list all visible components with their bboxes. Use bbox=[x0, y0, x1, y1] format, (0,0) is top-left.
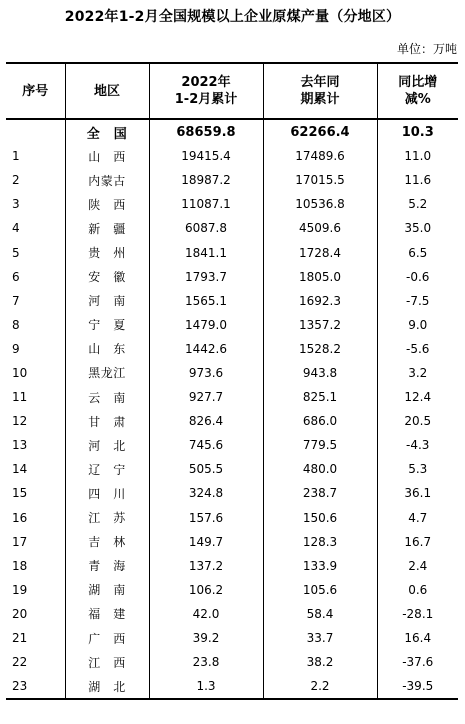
row-seq: 23 bbox=[6, 674, 65, 699]
row-previous: 686.0 bbox=[263, 409, 377, 433]
unit-label: 单位：万吨 bbox=[396, 42, 457, 56]
row-seq: 12 bbox=[12, 414, 28, 429]
row-seq: 22 bbox=[12, 655, 28, 670]
row-seq: 2 bbox=[12, 173, 20, 188]
row-previous: 105.6 bbox=[263, 578, 377, 602]
row-cumulative: 324.8 bbox=[149, 481, 263, 505]
row-yoy: 20.5 bbox=[377, 409, 458, 433]
table-row bbox=[6, 481, 458, 505]
row-previous: 17489.6 bbox=[263, 144, 377, 168]
row-cumulative: 19415.4 bbox=[149, 144, 263, 168]
header-seq: 序号 bbox=[6, 63, 65, 119]
row-cumulative: 106.2 bbox=[149, 578, 263, 602]
table-row bbox=[6, 265, 458, 289]
row-yoy: 11.0 bbox=[377, 144, 458, 168]
table-row bbox=[6, 626, 458, 650]
row-region: 新 疆 bbox=[65, 216, 149, 240]
row-region: 四 川 bbox=[65, 481, 149, 505]
row-seq: 19 bbox=[12, 582, 28, 597]
table-row bbox=[6, 240, 458, 264]
row-region: 吉 林 bbox=[65, 530, 149, 554]
row-previous: 133.9 bbox=[263, 554, 377, 578]
row-region: 湖 北 bbox=[65, 674, 149, 699]
row-cumulative: 23.8 bbox=[149, 650, 263, 674]
row-region: 青 海 bbox=[65, 554, 149, 578]
row-yoy: 12.4 bbox=[377, 385, 458, 409]
row-cumulative: 42.0 bbox=[149, 602, 263, 626]
row-yoy: 0.6 bbox=[377, 578, 458, 602]
header-region: 地区 bbox=[65, 63, 149, 119]
row-seq: 3 bbox=[12, 197, 20, 212]
row-yoy: 3.2 bbox=[377, 361, 458, 385]
coal-output-table bbox=[6, 62, 458, 700]
table-row bbox=[6, 289, 458, 313]
row-seq: 5 bbox=[12, 245, 20, 260]
row-region: 宁 夏 bbox=[65, 313, 149, 337]
table-row bbox=[6, 216, 458, 240]
table-row bbox=[6, 361, 458, 385]
row-seq: 16 bbox=[12, 510, 28, 525]
row-yoy: -0.6 bbox=[377, 265, 458, 289]
row-yoy: 16.7 bbox=[377, 530, 458, 554]
row-region: 贵 州 bbox=[65, 240, 149, 264]
row-cumulative: 1793.7 bbox=[149, 265, 263, 289]
row-cumulative: 137.2 bbox=[149, 554, 263, 578]
row-cumulative: 1442.6 bbox=[149, 337, 263, 361]
header-previous: 去年同 期累计 bbox=[263, 63, 377, 119]
row-seq: 11 bbox=[12, 390, 28, 405]
row-cumulative: 149.7 bbox=[149, 530, 263, 554]
row-seq: 18 bbox=[12, 558, 28, 573]
row-region: 云 南 bbox=[65, 385, 149, 409]
header-cumulative: 2022年 1-2月累计 bbox=[149, 63, 263, 119]
row-seq: 10 bbox=[12, 365, 28, 380]
row-previous: 943.8 bbox=[263, 361, 377, 385]
total-cumulative: 68659.8 bbox=[149, 119, 263, 144]
row-region: 安 徽 bbox=[65, 265, 149, 289]
row-previous: 4509.6 bbox=[263, 216, 377, 240]
row-region: 江 苏 bbox=[65, 506, 149, 530]
table-row bbox=[6, 313, 458, 337]
row-previous: 33.7 bbox=[263, 626, 377, 650]
row-previous: 150.6 bbox=[263, 506, 377, 530]
row-yoy: -39.5 bbox=[377, 674, 458, 699]
row-cumulative: 1479.0 bbox=[149, 313, 263, 337]
table-row bbox=[6, 409, 458, 433]
table-row bbox=[6, 602, 458, 626]
total-yoy: 10.3 bbox=[377, 119, 458, 144]
row-yoy: 5.2 bbox=[377, 192, 458, 216]
row-region: 甘 肃 bbox=[65, 409, 149, 433]
row-cumulative: 157.6 bbox=[149, 506, 263, 530]
row-previous: 2.2 bbox=[263, 674, 377, 699]
row-yoy: -7.5 bbox=[377, 289, 458, 313]
row-cumulative: 39.2 bbox=[149, 626, 263, 650]
row-region: 广 西 bbox=[65, 626, 149, 650]
row-cumulative: 11087.1 bbox=[149, 192, 263, 216]
row-previous: 1357.2 bbox=[263, 313, 377, 337]
row-seq: 21 bbox=[12, 631, 28, 646]
row-yoy: 6.5 bbox=[377, 240, 458, 264]
total-seq bbox=[6, 119, 65, 144]
row-region: 福 建 bbox=[65, 602, 149, 626]
row-cumulative: 18987.2 bbox=[149, 168, 263, 192]
row-previous: 1728.4 bbox=[263, 240, 377, 264]
row-cumulative: 1565.1 bbox=[149, 289, 263, 313]
row-seq: 7 bbox=[12, 293, 20, 308]
row-yoy: 2.4 bbox=[377, 554, 458, 578]
row-yoy: 9.0 bbox=[377, 313, 458, 337]
row-yoy: 11.6 bbox=[377, 168, 458, 192]
table-title: 2022年1-2月全国规模以上企业原煤产量（分地区） bbox=[64, 9, 401, 25]
table-row bbox=[6, 578, 458, 602]
row-seq: 14 bbox=[12, 462, 28, 477]
row-yoy: -4.3 bbox=[377, 433, 458, 457]
row-region: 河 北 bbox=[65, 433, 149, 457]
row-yoy: -37.6 bbox=[377, 650, 458, 674]
row-previous: 779.5 bbox=[263, 433, 377, 457]
row-previous: 10536.8 bbox=[263, 192, 377, 216]
total-row bbox=[6, 119, 458, 144]
row-previous: 480.0 bbox=[263, 457, 377, 481]
table-row bbox=[6, 385, 458, 409]
row-yoy: 4.7 bbox=[377, 506, 458, 530]
row-seq: 6 bbox=[12, 269, 20, 284]
row-seq: 1 bbox=[12, 149, 20, 164]
row-previous: 1692.3 bbox=[263, 289, 377, 313]
row-region: 山 西 bbox=[65, 144, 149, 168]
row-cumulative: 826.4 bbox=[149, 409, 263, 433]
table-row bbox=[6, 506, 458, 530]
table-row bbox=[6, 337, 458, 361]
row-cumulative: 1841.1 bbox=[149, 240, 263, 264]
row-previous: 58.4 bbox=[263, 602, 377, 626]
total-previous: 62266.4 bbox=[263, 119, 377, 144]
row-cumulative: 745.6 bbox=[149, 433, 263, 457]
row-region: 陕 西 bbox=[65, 192, 149, 216]
row-previous: 825.1 bbox=[263, 385, 377, 409]
row-previous: 1528.2 bbox=[263, 337, 377, 361]
row-seq: 20 bbox=[12, 606, 28, 621]
row-cumulative: 1.3 bbox=[149, 674, 263, 699]
row-region: 河 南 bbox=[65, 289, 149, 313]
table-row bbox=[6, 168, 458, 192]
row-region: 内蒙古 bbox=[65, 168, 149, 192]
table-row bbox=[6, 530, 458, 554]
row-yoy: 36.1 bbox=[377, 481, 458, 505]
row-yoy: 16.4 bbox=[377, 626, 458, 650]
row-seq: 17 bbox=[12, 534, 28, 549]
row-seq: 15 bbox=[12, 486, 28, 501]
row-previous: 1805.0 bbox=[263, 265, 377, 289]
header-row bbox=[6, 63, 458, 119]
row-region: 黑龙江 bbox=[65, 361, 149, 385]
row-yoy: 35.0 bbox=[377, 216, 458, 240]
row-seq: 4 bbox=[12, 221, 20, 236]
table-row bbox=[6, 650, 458, 674]
row-previous: 38.2 bbox=[263, 650, 377, 674]
row-cumulative: 6087.8 bbox=[149, 216, 263, 240]
row-region: 山 东 bbox=[65, 337, 149, 361]
row-yoy: -28.1 bbox=[377, 602, 458, 626]
total-region: 全 国 bbox=[65, 119, 149, 144]
row-previous: 17015.5 bbox=[263, 168, 377, 192]
table-row bbox=[6, 554, 458, 578]
row-region: 江 西 bbox=[65, 650, 149, 674]
row-seq: 8 bbox=[12, 317, 20, 332]
table-row bbox=[6, 457, 458, 481]
row-region: 辽 宁 bbox=[65, 457, 149, 481]
row-cumulative: 927.7 bbox=[149, 385, 263, 409]
row-previous: 128.3 bbox=[263, 530, 377, 554]
header-yoy: 同比增 减% bbox=[377, 63, 458, 119]
row-yoy: 5.3 bbox=[377, 457, 458, 481]
row-previous: 238.7 bbox=[263, 481, 377, 505]
table-row bbox=[6, 433, 458, 457]
row-seq: 13 bbox=[12, 438, 28, 453]
row-yoy: -5.6 bbox=[377, 337, 458, 361]
table-row bbox=[6, 144, 458, 168]
row-cumulative: 973.6 bbox=[149, 361, 263, 385]
table-row bbox=[6, 192, 458, 216]
row-region: 湖 南 bbox=[65, 578, 149, 602]
row-cumulative: 505.5 bbox=[149, 457, 263, 481]
table-row bbox=[6, 674, 458, 699]
row-seq: 9 bbox=[12, 341, 20, 356]
